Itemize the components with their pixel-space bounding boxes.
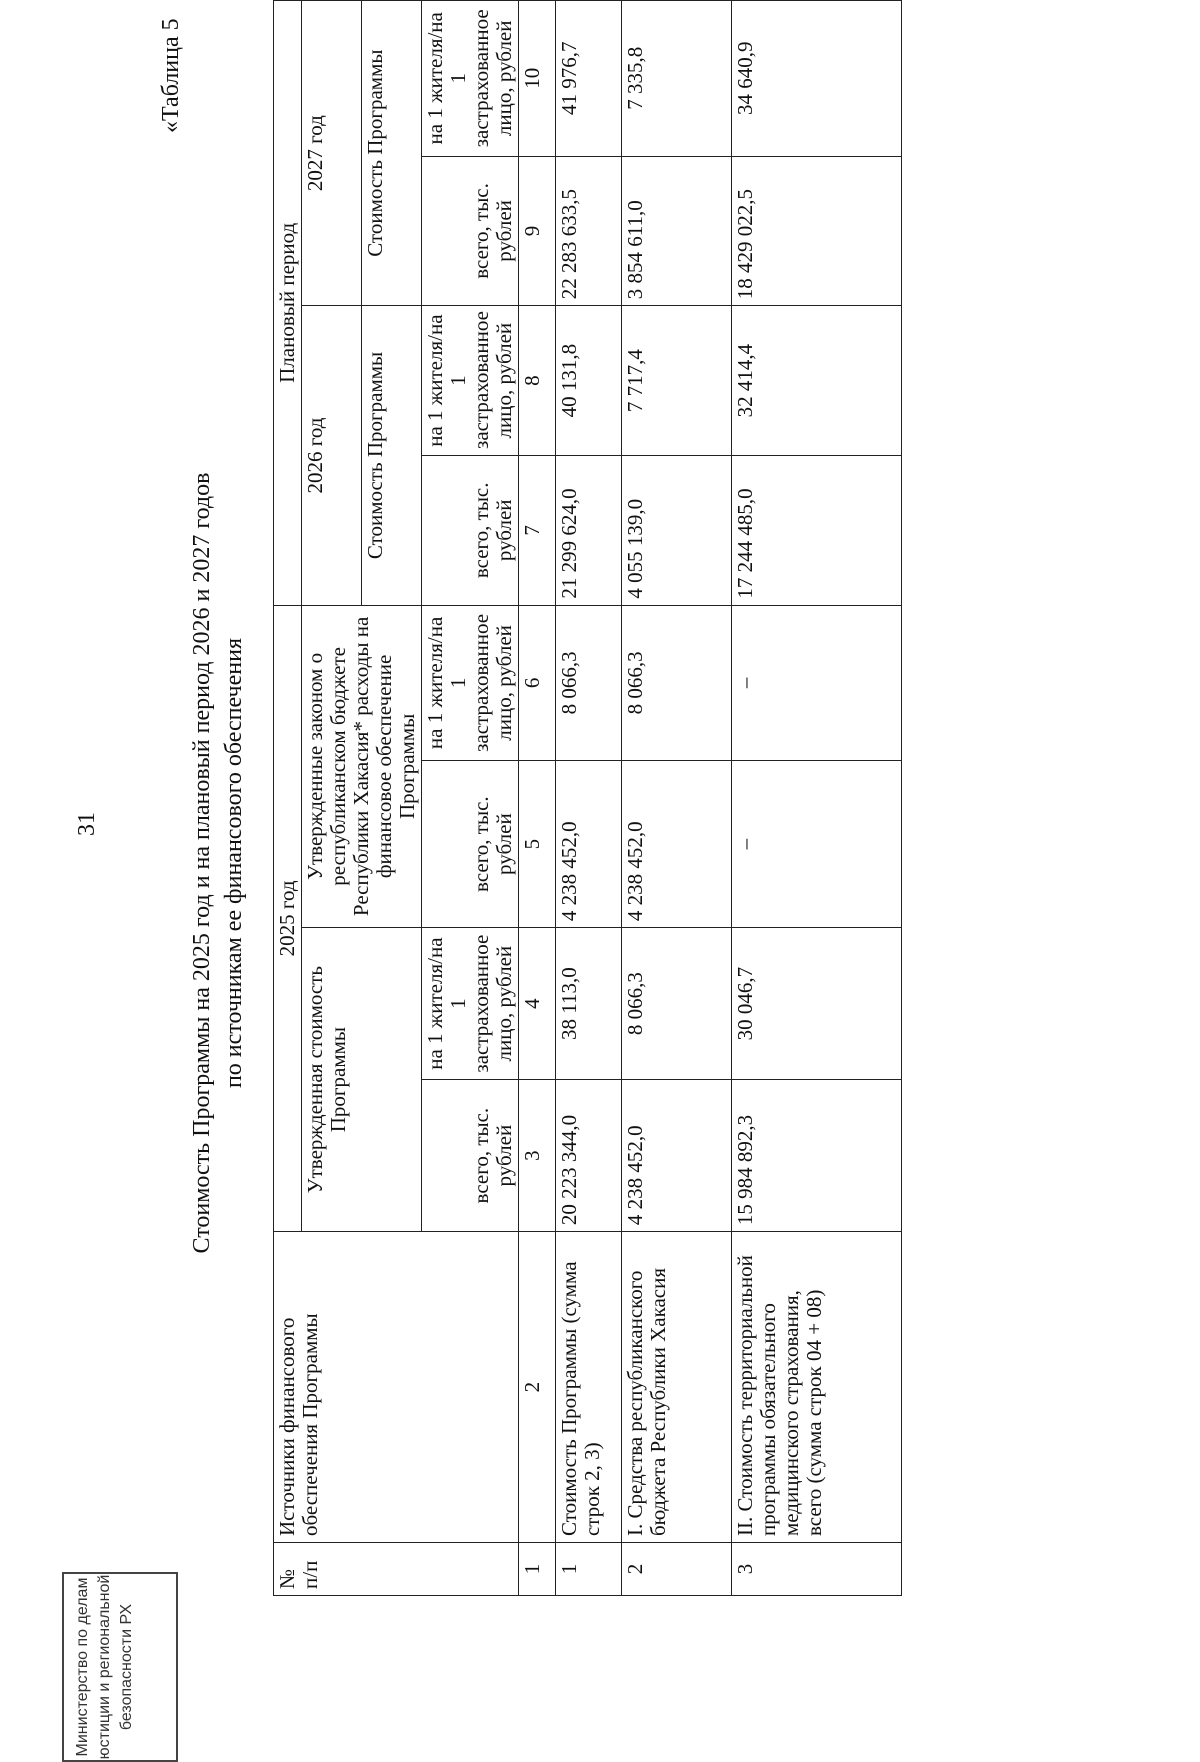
header-per-capita: на 1 жителя/на 1 застрахованное лицо, рублей — [422, 928, 519, 1080]
column-number: 4 — [519, 928, 556, 1080]
row-number: 1 — [556, 1543, 622, 1596]
column-number: 9 — [519, 156, 556, 306]
cell-value: 32 414,4 — [732, 306, 902, 456]
table-row — [622, 1, 732, 1596]
column-number: 1 — [519, 1543, 556, 1596]
table-label: «Таблица 5 — [158, 18, 184, 133]
stamp-line: Министерство по делам — [74, 1577, 91, 1757]
cell-value: 4 238 452,0 — [622, 1080, 732, 1232]
cell-value: 4 238 452,0 — [556, 761, 622, 928]
column-number: 3 — [519, 1080, 556, 1232]
header-total: всего, тыс. рублей — [422, 1080, 519, 1232]
row-name: II. Стоимость территориальной программы обязательного медицинского страхования, всего (сумма строк 04 + 08) — [732, 1232, 902, 1543]
cell-value: – — [732, 761, 902, 928]
header-per-capita: на 1 жителя/на 1 застрахованное лицо, рублей — [422, 605, 519, 761]
cell-value: 20 223 344,0 — [556, 1080, 622, 1232]
cell-value: 4 238 452,0 — [622, 761, 732, 928]
cell-value: 22 283 633,5 — [556, 156, 622, 306]
cell-value: 38 113,0 — [556, 928, 622, 1080]
table-row — [556, 1, 622, 1596]
page-number: 31 — [74, 812, 100, 836]
cell-value: 4 055 139,0 — [622, 455, 732, 605]
cell-value: 15 984 892,3 — [732, 1080, 902, 1232]
header-2027: 2027 год — [302, 1, 362, 306]
cell-value: 8 066,3 — [622, 928, 732, 1080]
cell-value: 8 066,3 — [556, 605, 622, 761]
cell-value: 18 429 022,5 — [732, 156, 902, 306]
header-planned-period: Плановый период — [274, 1, 302, 606]
column-number-row — [519, 1, 556, 1596]
title-line-1: Стоимость Программы на 2025 год и на плановый период 2026 и 2027 годов — [189, 472, 215, 1254]
row-name: Стоимость Программы (сумма строк 2, 3) — [556, 1232, 622, 1543]
stamp-line: юстиции и региональной — [96, 1574, 113, 1760]
table-row — [732, 1, 902, 1596]
header-per-capita: на 1 жителя/на 1 застрахованное лицо, рублей — [422, 1, 519, 157]
title-line-2: по источникам ее финансового обеспечения — [221, 637, 247, 1089]
row-number: 2 — [622, 1543, 732, 1596]
header-total: всего, тыс. рублей — [422, 156, 519, 306]
cell-value: 8 066,3 — [622, 605, 732, 761]
header-2026: 2026 год — [302, 306, 362, 605]
header-total: всего, тыс. рублей — [422, 455, 519, 605]
column-number: 7 — [519, 455, 556, 605]
registration-stamp — [62, 1572, 178, 1762]
cell-value: 34 640,9 — [732, 1, 902, 157]
row-name: I. Средства республиканского бюджета Республики Хакасия — [622, 1232, 732, 1543]
cell-value: – — [732, 605, 902, 761]
column-number: 5 — [519, 761, 556, 928]
header-2025: 2025 год — [274, 605, 302, 1231]
cost-table — [273, 0, 902, 1596]
cell-value: 40 131,8 — [556, 306, 622, 456]
cell-value: 41 976,7 — [556, 1, 622, 157]
row-number: 3 — [732, 1543, 902, 1596]
cell-value: 17 244 485,0 — [732, 455, 902, 605]
header-num: № п/п — [274, 1543, 519, 1596]
column-number: 10 — [519, 1, 556, 157]
cell-value: 21 299 624,0 — [556, 455, 622, 605]
document-title — [186, 358, 250, 1368]
header-cost-2026: Стоимость Программы — [362, 306, 422, 605]
column-number: 2 — [519, 1232, 556, 1543]
cell-value: 30 046,7 — [732, 928, 902, 1080]
cell-value: 7 717,4 — [622, 306, 732, 456]
header-cost-2027: Стоимость Программы — [362, 1, 422, 306]
header-sources: Источники финансового обеспечения Программы — [274, 1232, 519, 1543]
header-law-expenses: Утвержденные законом о республиканском бюджете Республики Хакасия* расходы на финансовое обеспечение Программы — [302, 605, 422, 927]
header-row-1 — [274, 1, 302, 1596]
column-number: 6 — [519, 605, 556, 761]
header-total: всего, тыс. рублей — [422, 761, 519, 928]
stamp-line: безопасности РХ — [118, 1603, 135, 1731]
column-number: 8 — [519, 306, 556, 456]
header-per-capita: на 1 жителя/на 1 застрахованное лицо, рублей — [422, 306, 519, 456]
cell-value: 3 854 611,0 — [622, 156, 732, 306]
cell-value: 7 335,8 — [622, 1, 732, 157]
header-approved-cost: Утвержденная стоимость Программы — [302, 928, 422, 1232]
